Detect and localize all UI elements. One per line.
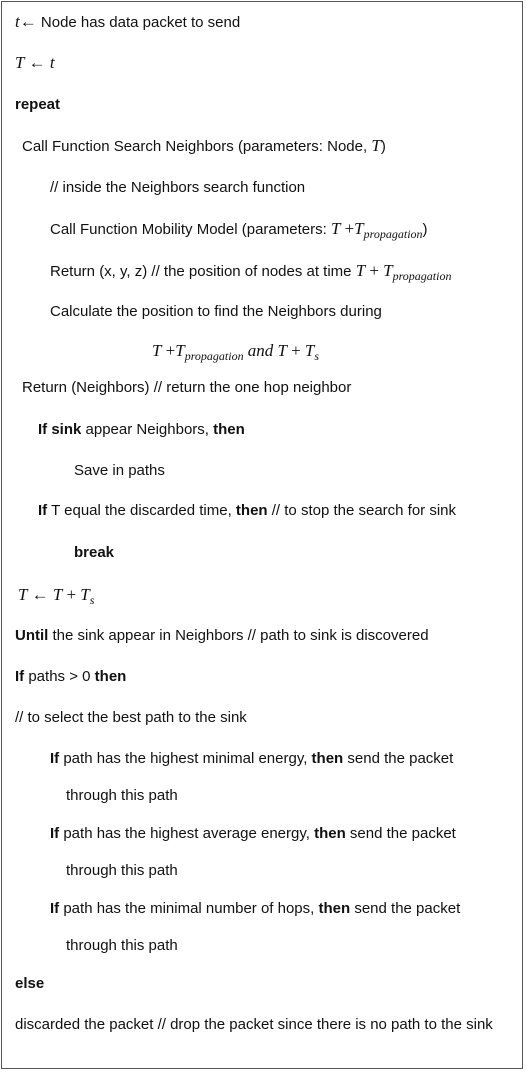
keyword-then: then [311,750,344,767]
math-sub-propagation: propagation [392,269,452,283]
math-plus: + [291,341,301,360]
keyword-sink: sink [51,421,82,438]
keyword-if: If [50,900,60,917]
keyword-then: then [235,502,268,519]
math-T: T [383,261,393,280]
line-if-discarded-comment: // to stop the search for sink [271,502,457,519]
math-plus: + [165,341,176,360]
math-t: t [49,53,55,72]
line-break [74,543,114,563]
line-comment-inside-text: // inside the Neighbors search function [50,179,306,196]
math-sub-s: s [89,593,95,607]
line-through-path-2 [66,861,178,881]
keyword-then: then [213,421,245,438]
line-through-path-3 [66,936,178,956]
math-T: T [355,261,366,280]
line-if-min-hops [50,899,460,919]
line-if-sink-text: appear Neighbors, [85,421,209,438]
line-call-search-text: Call Function Search Neighbors (parameters: Node, [22,138,372,155]
line-call-mobility-text: Call Function Mobility Model (parameters: [50,221,331,238]
math-T: T [15,53,25,72]
line-init-t-text: Node has data packet to send [40,14,241,31]
math-T: T [371,136,381,155]
line-if-min-energy [50,749,453,769]
line-if-avg-energy [50,824,456,844]
line-if-min-energy-action: send the packet [347,750,454,767]
math-and: and [247,341,274,360]
math-T: T [52,585,63,604]
line-save-paths [74,461,165,481]
line-return-neighbors [22,378,351,398]
math-plus: + [369,261,379,280]
keyword-then: then [318,900,351,917]
line-if-min-energy-text: path has the highest minimal energy, [63,750,308,767]
keyword-until: Until [15,627,49,644]
math-T: T [175,341,185,360]
line-increment-T [18,585,94,610]
keyword-break: break [74,544,115,561]
keyword-if: If [38,421,48,438]
line-through-path-1 [66,786,178,806]
line-call-mobility-close: ) [422,221,428,238]
line-comment-select-text: // to select the best path to the sink [15,709,247,726]
keyword-if: If [38,502,48,519]
line-formula [152,341,319,366]
keyword-else: else [15,975,45,992]
math-arrow: ← [19,12,37,31]
keyword-if: If [50,825,60,842]
math-arrow: ← [31,585,49,604]
math-T: T [277,341,287,360]
line-call-search [22,136,386,157]
math-arrow: ← [28,53,46,72]
line-return-position [50,261,451,286]
line-if-min-hops-action: send the packet [354,900,461,917]
line-if-avg-energy-text: path has the highest average energy, [63,825,310,842]
line-comment-select [15,708,247,728]
math-T: T [18,585,28,604]
math-t: t [15,12,20,31]
line-through-path-3-text: through this path [66,937,178,954]
keyword-repeat: repeat [15,96,61,113]
math-sub-s: s [314,349,319,363]
math-T: T [304,341,315,360]
math-T: T [354,219,364,238]
line-comment-inside [50,178,305,198]
keyword-then: then [314,825,346,842]
line-through-path-1-text: through this path [66,787,178,804]
line-if-discarded [38,501,456,521]
line-if-avg-energy-action: send the packet [349,825,456,842]
line-if-paths [15,667,126,687]
line-discard [15,1015,510,1035]
line-return-position-text: Return (x, y, z) // the position of nodes at time [50,263,356,280]
line-return-neighbors-text: Return (Neighbors) // return the one hop neighbor [22,379,352,396]
line-if-paths-text: paths > 0 [28,668,91,685]
line-calculate [50,302,382,322]
math-sub-propagation: propagation [363,227,423,241]
math-plus: + [344,219,355,238]
line-assign-T [15,53,55,74]
math-sub-propagation: propagation [184,349,244,363]
keyword-then: then [94,668,127,685]
line-else [15,974,44,994]
line-init-t [15,12,240,33]
math-T: T [80,585,90,604]
line-call-mobility [50,219,428,244]
line-if-sink [38,420,245,440]
math-T: T [152,341,162,360]
algorithm-box [1,1,523,1069]
line-until-text: the sink appear in Neighbors // path to sink is discovered [52,627,429,644]
keyword-if: If [50,750,60,767]
math-plus: + [66,585,77,604]
keyword-if: If [15,668,25,685]
line-if-discarded-text: T equal the discarded time, [51,502,232,519]
line-call-search-close: ) [380,138,386,155]
line-save-paths-text: Save in paths [74,462,165,479]
line-if-min-hops-text: path has the minimal number of hops, [63,900,315,917]
math-T: T [330,219,341,238]
line-calculate-text: Calculate the position to find the Neighbors during [50,303,382,320]
line-discard-text: discarded the packet // drop the packet since there is no path to the sink [15,1016,493,1033]
line-until [15,626,429,646]
line-repeat [15,95,60,115]
line-through-path-2-text: through this path [66,862,178,879]
